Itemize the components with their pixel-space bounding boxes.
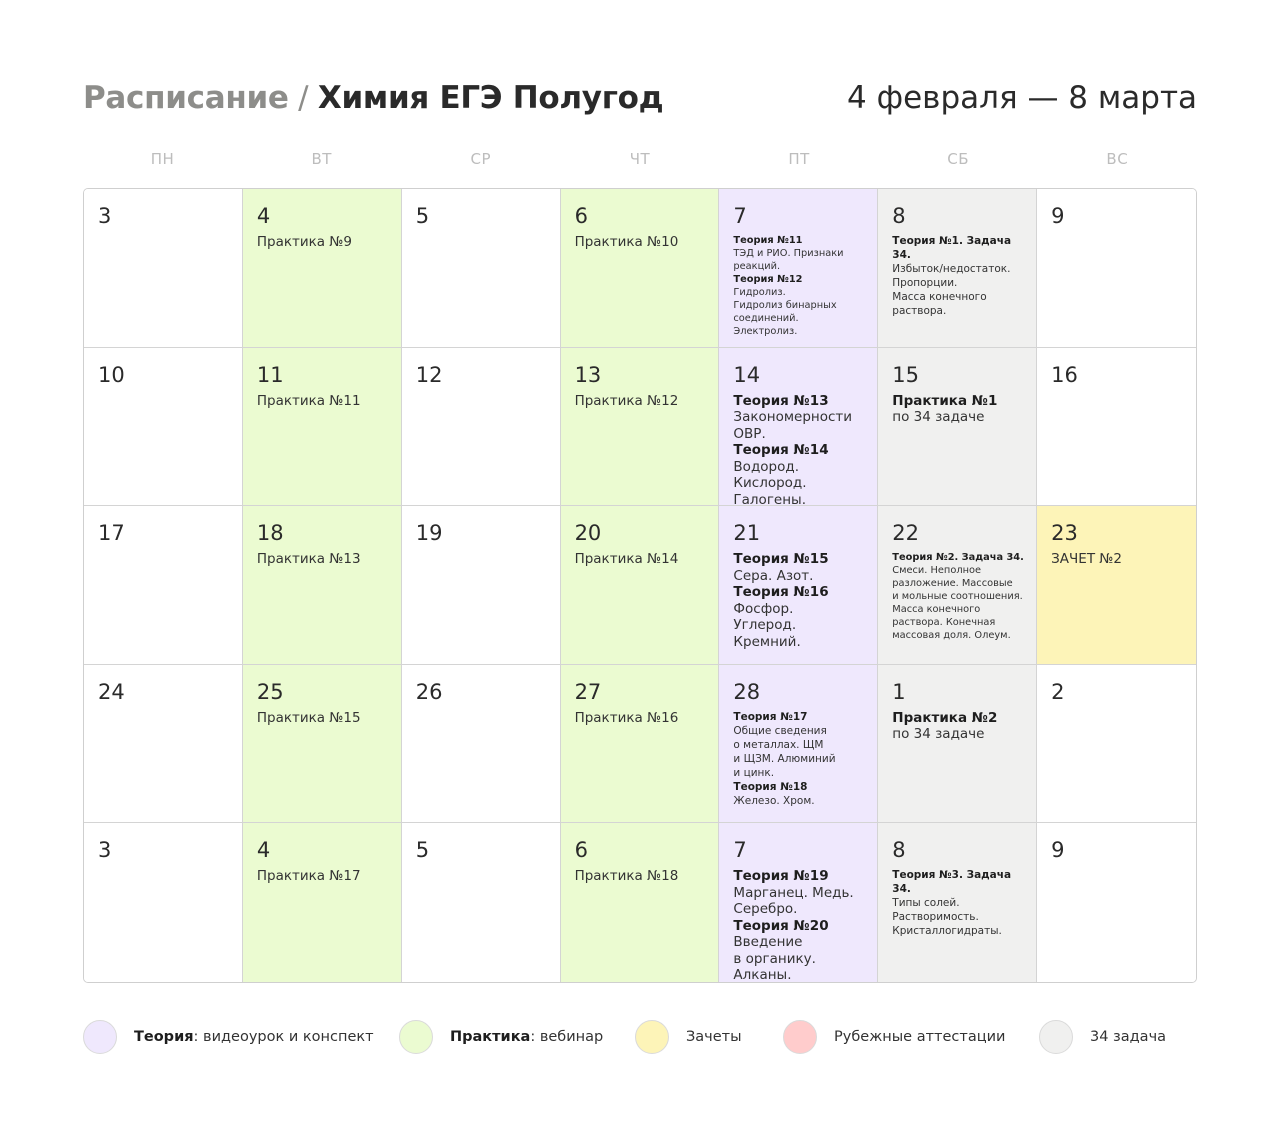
- event-text: Кремний.: [733, 633, 801, 650]
- weekday-wed: СР: [470, 150, 492, 168]
- event-text: Смеси. Неполное: [892, 565, 982, 577]
- event-text: Углерод.: [733, 617, 797, 634]
- weekday-mon: ПН: [150, 150, 175, 168]
- calendar-day-cell[interactable]: [84, 823, 243, 982]
- event-title: Теория №1. Задача 34.: [892, 235, 1012, 261]
- event-text: ТЭД и РИО. Признаки: [733, 248, 844, 259]
- calendar-day-cell[interactable]: [719, 348, 878, 507]
- calendar-day-cell[interactable]: [561, 348, 720, 507]
- event-description: [892, 393, 1024, 426]
- day-number: 19: [415, 521, 443, 546]
- calendar-day-cell[interactable]: [561, 189, 720, 348]
- event-description: [257, 234, 389, 251]
- day-number: 8: [892, 204, 906, 228]
- event-title: Теория №14: [733, 442, 829, 459]
- day-number: 11: [256, 362, 284, 387]
- event-description: [1051, 551, 1184, 568]
- event-description: [257, 710, 389, 727]
- page-title: [83, 80, 663, 116]
- event-title: Теория №20: [733, 917, 829, 934]
- event-description: [575, 234, 707, 251]
- day-number: 13: [574, 362, 602, 387]
- event-title: Теория №2. Задача 34.: [892, 552, 1024, 564]
- weekday-fri: ПТ: [788, 150, 810, 168]
- event-text: Практика №15: [256, 709, 361, 726]
- day-number: 3: [98, 204, 112, 228]
- event-description: [892, 868, 1024, 938]
- legend-swatch: [635, 1020, 669, 1054]
- legend-label-text: : видеоурок и конспект: [193, 1029, 374, 1045]
- event-title: Теория №12: [733, 274, 803, 285]
- day-number: 5: [415, 204, 430, 228]
- event-text: Типы солей.: [892, 897, 960, 910]
- calendar-day-cell[interactable]: [719, 189, 878, 348]
- page-header: [83, 78, 1197, 128]
- day-number: 4: [256, 838, 271, 863]
- day-number: 22: [892, 521, 920, 546]
- event-text: Закономерности: [733, 409, 853, 426]
- day-number: 28: [733, 679, 761, 704]
- legend-label-text: Рубежные аттестации: [834, 1029, 1006, 1045]
- event-text: Введение: [733, 934, 803, 951]
- event-description: [892, 710, 1024, 743]
- legend-label-bold: Теория: [134, 1029, 194, 1045]
- event-text: и мольные соотношения.: [892, 591, 1023, 603]
- day-number: 1: [892, 679, 906, 704]
- legend-label: [450, 1029, 603, 1045]
- event-description: [575, 868, 707, 885]
- event-title: Теория №15: [733, 551, 829, 568]
- calendar-day-cell[interactable]: [84, 665, 243, 824]
- event-text: Практика №11: [256, 392, 361, 409]
- legend-swatch: [1039, 1020, 1073, 1054]
- calendar-day-cell[interactable]: [561, 506, 720, 665]
- legend: [83, 1018, 1197, 1056]
- day-number: 4: [256, 204, 271, 228]
- event-text: Масса конечного: [892, 291, 987, 303]
- event-text: раствора. Конечная: [892, 617, 996, 629]
- calendar-day-cell[interactable]: [84, 506, 243, 665]
- legend-label: [834, 1029, 1005, 1045]
- legend-label-text: 34 задача: [1090, 1029, 1167, 1045]
- event-text: Избыток/недостаток.: [892, 263, 1011, 275]
- weekday-header-row: [83, 150, 1197, 174]
- event-text: Галогены.: [733, 491, 806, 507]
- legend-practice: [399, 1018, 603, 1056]
- event-text: раствора.: [892, 305, 947, 317]
- event-description: [257, 868, 389, 885]
- event-text: Сера. Азот.: [733, 567, 814, 584]
- calendar-day-cell[interactable]: [561, 823, 720, 982]
- event-title: Практика №1: [892, 392, 998, 409]
- event-text: массовая доля. Олеум.: [892, 630, 1011, 642]
- calendar-day-cell[interactable]: [719, 665, 878, 824]
- legend-label: [134, 1029, 374, 1045]
- calendar-day-cell[interactable]: [402, 348, 561, 507]
- legend-milestones: [783, 1018, 1005, 1056]
- calendar-day-cell[interactable]: [878, 506, 1037, 665]
- event-description: [733, 234, 865, 338]
- legend-swatch: [83, 1020, 117, 1054]
- day-number: 16: [1051, 362, 1078, 387]
- day-number: 17: [98, 521, 125, 546]
- event-text: Масса конечного: [892, 604, 981, 616]
- event-text: Марганец. Медь.: [733, 884, 854, 901]
- weekday-thu: ЧТ: [629, 150, 651, 168]
- calendar-day-cell[interactable]: [243, 506, 402, 665]
- event-text: Водород. Кислород.: [733, 458, 807, 492]
- day-number: 24: [98, 679, 125, 704]
- event-text: Общие сведения: [733, 724, 827, 737]
- calendar-day-cell[interactable]: [878, 348, 1037, 507]
- calendar-day-cell[interactable]: [243, 189, 402, 348]
- event-text: Практика №17: [256, 868, 361, 885]
- weekday-tue: ВТ: [311, 150, 332, 168]
- calendar-day-cell[interactable]: [719, 506, 878, 665]
- event-description: [575, 551, 707, 568]
- legend-theory: [83, 1018, 374, 1056]
- event-description: [892, 234, 1024, 318]
- course-title: Химия ЕГЭ Полугод: [317, 80, 664, 116]
- event-text: о металлах. ЩМ: [733, 738, 824, 751]
- event-title: Теория №13: [733, 392, 829, 409]
- event-text: Практика №16: [574, 709, 679, 726]
- day-number: 18: [256, 521, 284, 546]
- date-range: 4 февраля — 8 марта: [847, 80, 1197, 116]
- event-text: Практика №12: [574, 392, 679, 409]
- day-number: 7: [733, 204, 747, 228]
- calendar-day-cell[interactable]: [878, 189, 1037, 348]
- event-text: Железо. Хром.: [733, 794, 815, 807]
- calendar-day-cell[interactable]: [84, 189, 243, 348]
- day-number: 20: [574, 521, 602, 546]
- day-number: 9: [1051, 838, 1065, 863]
- calendar-day-cell[interactable]: [1037, 823, 1196, 982]
- event-description: [575, 710, 707, 727]
- calendar-day-cell[interactable]: [878, 823, 1037, 982]
- event-description: [733, 551, 865, 650]
- event-text: и цинк.: [733, 766, 775, 779]
- event-text: Гидролиз.: [733, 287, 786, 298]
- day-number: 8: [892, 838, 906, 863]
- event-text: Фосфор.: [733, 600, 794, 617]
- event-description: [257, 393, 389, 410]
- day-number: 12: [415, 362, 443, 387]
- legend-task34: [1039, 1018, 1166, 1056]
- day-number: 14: [733, 362, 761, 387]
- day-number: 7: [733, 838, 747, 863]
- event-title: Теория №19: [733, 868, 829, 885]
- day-number: 9: [1051, 204, 1065, 228]
- event-text: ЗАЧЕТ №2: [1051, 551, 1122, 568]
- calendar-day-cell[interactable]: [878, 665, 1037, 824]
- calendar-day-cell[interactable]: [84, 348, 243, 507]
- event-text: Практика №10: [574, 234, 679, 250]
- event-description: [892, 551, 1024, 642]
- event-description: [257, 551, 389, 568]
- event-text: реакций.: [733, 261, 781, 272]
- day-number: 3: [98, 838, 112, 863]
- event-title: Теория №16: [733, 584, 829, 601]
- event-text: Практика №13: [256, 551, 361, 568]
- legend-label-text: : вебинар: [530, 1029, 604, 1045]
- legend-label: [1090, 1029, 1166, 1045]
- day-number: 26: [415, 679, 443, 704]
- calendar-day-cell[interactable]: [1037, 506, 1196, 665]
- calendar-day-cell[interactable]: [402, 823, 561, 982]
- calendar-day-cell[interactable]: [402, 665, 561, 824]
- day-number: 21: [733, 521, 761, 546]
- calendar-day-cell[interactable]: [1037, 189, 1196, 348]
- calendar-day-cell[interactable]: [243, 665, 402, 824]
- calendar-day-cell[interactable]: [561, 665, 720, 824]
- event-title: Практика №2: [892, 709, 998, 726]
- event-text: ОВР.: [733, 425, 766, 442]
- legend-swatch: [399, 1020, 433, 1054]
- weekday-sun: ВС: [1106, 150, 1129, 168]
- calendar-day-cell[interactable]: [1037, 665, 1196, 824]
- legend-label-bold: Практика: [450, 1029, 531, 1045]
- legend-tests: [635, 1018, 742, 1056]
- event-text: Серебро.: [733, 901, 798, 918]
- day-number: 6: [574, 204, 588, 228]
- event-text: Растворимость.: [892, 911, 979, 924]
- event-text: в органику. Алканы.: [733, 950, 816, 982]
- day-number: 23: [1051, 521, 1078, 546]
- day-number: 2: [1051, 679, 1065, 704]
- calendar-day-cell[interactable]: [719, 823, 878, 982]
- day-number: 6: [574, 838, 588, 863]
- day-number: 10: [98, 362, 125, 387]
- calendar-grid: [83, 188, 1197, 983]
- legend-label: [686, 1029, 742, 1045]
- event-title: Теория №3. Задача 34.: [892, 869, 1012, 896]
- event-description: [733, 710, 865, 808]
- event-description: [733, 868, 865, 982]
- calendar-day-cell[interactable]: [402, 189, 561, 348]
- event-text: и ЩЗМ. Алюминий: [733, 752, 836, 765]
- event-title: Теория №17: [733, 710, 808, 723]
- event-text: Практика №18: [574, 868, 679, 885]
- event-text: Гидролиз бинарных: [733, 300, 837, 311]
- event-text: разложение. Массовые: [892, 578, 1013, 590]
- event-text: по 34 задаче: [892, 726, 985, 743]
- weekday-sat: СБ: [947, 150, 970, 168]
- calendar-day-cell[interactable]: [243, 823, 402, 982]
- event-description: [575, 393, 707, 410]
- calendar-day-cell[interactable]: [402, 506, 561, 665]
- event-text: по 34 задаче: [892, 409, 985, 426]
- event-title: Теория №18: [733, 780, 808, 793]
- day-number: 27: [574, 679, 602, 704]
- day-number: 5: [415, 838, 430, 863]
- event-description: [733, 393, 865, 507]
- day-number: 15: [892, 362, 920, 387]
- event-text: Практика №9: [256, 234, 352, 250]
- event-text: Кристаллогидраты.: [892, 925, 1002, 938]
- event-text: соединений. Электролиз.: [733, 313, 799, 337]
- legend-swatch: [783, 1020, 817, 1054]
- event-title: Теория №11: [733, 235, 803, 246]
- event-text: Практика №14: [574, 551, 679, 568]
- calendar-day-cell[interactable]: [243, 348, 402, 507]
- day-number: 25: [256, 679, 284, 704]
- breadcrumb-schedule[interactable]: Расписание: [83, 80, 289, 116]
- breadcrumb-separator: /: [288, 80, 318, 116]
- legend-label-text: Зачеты: [686, 1029, 742, 1045]
- calendar-day-cell[interactable]: [1037, 348, 1196, 507]
- event-text: Пропорции.: [892, 277, 958, 289]
